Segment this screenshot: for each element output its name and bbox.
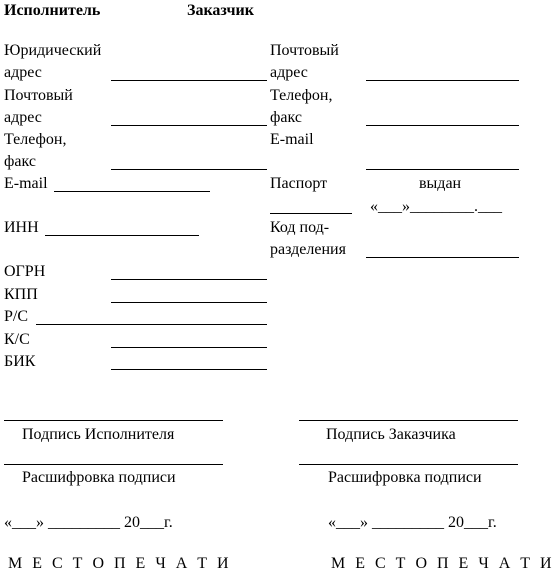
executor-stamp-place: М Е С Т О П Е Ч А Т И	[8, 555, 232, 572]
executor-bik-field[interactable]	[111, 369, 267, 370]
customer-passport-label: Паспорт	[270, 175, 328, 192]
executor-phone-label-2: факс	[4, 153, 36, 170]
executor-postal-address-label-2: адрес	[4, 109, 42, 126]
customer-stamp-place: М Е С Т О П Е Ч А Т И	[331, 555, 555, 572]
customer-decoding-line[interactable]	[299, 464, 518, 465]
executor-signature-line[interactable]	[4, 420, 223, 421]
executor-email-field[interactable]	[54, 191, 210, 192]
executor-decoding-line[interactable]	[4, 464, 223, 465]
customer-division-code-field[interactable]	[366, 257, 519, 258]
executor-rs-label: Р/С	[4, 308, 29, 325]
customer-division-code-label: Код под-	[270, 219, 330, 236]
executor-phone-field[interactable]	[111, 169, 267, 170]
executor-inn-field[interactable]	[45, 235, 199, 236]
customer-header: Заказчик	[187, 2, 254, 19]
executor-email-label: E-mail	[4, 175, 48, 192]
customer-issued-date-field[interactable]: «___»________.___	[370, 198, 502, 215]
customer-email-field[interactable]	[366, 169, 519, 170]
customer-postal-address-label: Почтовый	[270, 42, 339, 59]
executor-legal-address-field[interactable]	[111, 80, 267, 81]
customer-signature-caption: Подпись Заказчика	[326, 426, 456, 443]
customer-email-label: E-mail	[270, 131, 314, 148]
customer-division-code-label-2: разделения	[270, 241, 346, 258]
executor-postal-address-label: Почтовый	[4, 87, 73, 104]
executor-kpp-label: КПП	[4, 286, 38, 303]
customer-phone-field[interactable]	[366, 125, 519, 126]
executor-decoding-caption: Расшифровка подписи	[22, 469, 176, 486]
executor-date-field[interactable]: «___» _________ 20___г.	[4, 514, 173, 531]
customer-issued-label: выдан	[419, 175, 462, 192]
customer-passport-field[interactable]	[270, 213, 352, 214]
executor-ks-field[interactable]	[111, 347, 267, 348]
executor-bik-label: БИК	[4, 353, 36, 370]
customer-phone-label: Телефон,	[270, 87, 333, 104]
executor-ogrn-label: ОГРН	[4, 263, 46, 280]
executor-legal-address-label-2: адрес	[4, 64, 42, 81]
customer-date-field[interactable]: «___» _________ 20___г.	[328, 514, 497, 531]
executor-phone-label: Телефон,	[4, 131, 67, 148]
customer-decoding-caption: Расшифровка подписи	[328, 469, 482, 486]
executor-legal-address-label: Юридический	[4, 42, 102, 59]
executor-kpp-field[interactable]	[111, 302, 267, 303]
customer-phone-label-2: факс	[270, 109, 302, 126]
executor-ks-label: К/С	[4, 331, 30, 348]
executor-inn-label: ИНН	[4, 219, 39, 236]
executor-postal-address-field[interactable]	[111, 125, 267, 126]
executor-rs-field[interactable]	[36, 324, 267, 325]
customer-signature-line[interactable]	[299, 420, 518, 421]
executor-signature-caption: Подпись Исполнителя	[22, 426, 175, 443]
customer-postal-address-field[interactable]	[366, 80, 519, 81]
executor-ogrn-field[interactable]	[111, 279, 267, 280]
customer-postal-address-label-2: адрес	[270, 64, 308, 81]
executor-header: Исполнитель	[4, 2, 101, 19]
